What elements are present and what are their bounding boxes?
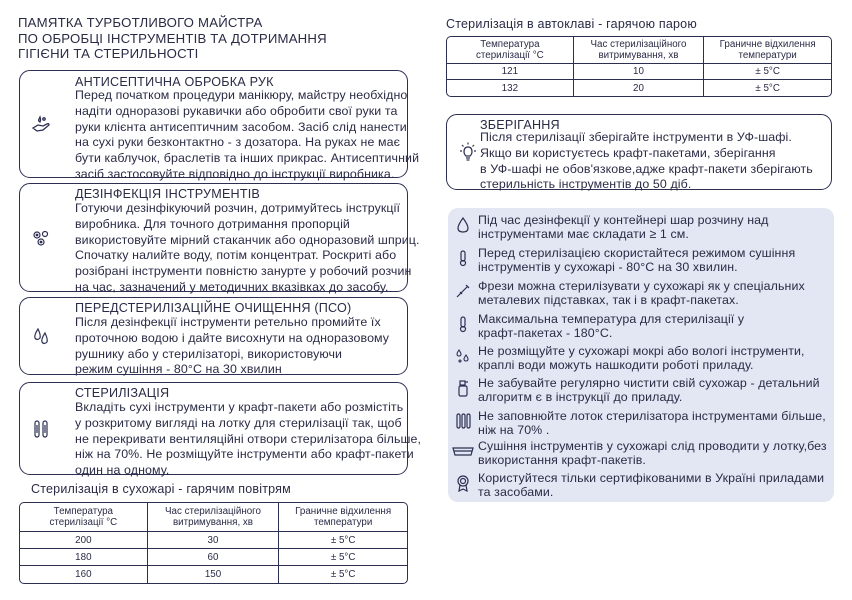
table-cell: 132 [447, 80, 574, 96]
card-line: один на одному. [75, 463, 170, 478]
table-cell: 20 [574, 80, 705, 96]
tip-line: інструментами має складати ≥ 1 см. [478, 227, 689, 242]
page-title-line: ПАМЯТКА ТУРБОТЛИВОГО МАЙСТРА [18, 15, 263, 30]
table-header-cell: Час стерилізаційного витримування, хв [574, 37, 705, 64]
drops-small-icon [454, 347, 472, 365]
tip-item [478, 344, 805, 373]
card-line: ніж на 70%. Не розміщуйте інструменти або крафт-пакети [75, 447, 414, 462]
card-line: Готуючи дезінфікуючий розчин, дотримуйтесь інструкції [75, 201, 401, 215]
table-cell: ± 5°С [330, 569, 356, 580]
card-line: стерильність інструментів до 50 діб. [480, 177, 692, 192]
table-cell: 180 [20, 549, 148, 566]
table-cell: 30 [148, 532, 280, 549]
card-pre-sterilization [19, 297, 408, 375]
card-sterilization [19, 382, 422, 478]
card-storage [446, 114, 832, 190]
tip-item [478, 439, 827, 468]
card-line: Вкладіть сухі інструменти у крафт-пакети або розмістіть [75, 400, 404, 414]
bacteria-icon [30, 227, 52, 249]
tip-line: алгоритм є в інструкції до приладу. [478, 390, 683, 405]
tip-line: Під час дезінфекції у контейнері шар розчину над [478, 213, 769, 227]
autoclave-table [446, 36, 832, 97]
tip-item [478, 409, 826, 438]
table-header-cell: Температура стерилізації °С [20, 503, 148, 532]
card-line: на час, зазначений у методичних вказівках до засобу. [75, 279, 389, 294]
card-line: на сухі руки безконтактно - з дозатора. На руках не має [75, 135, 401, 150]
tip-line: краплі води можуть нашкодити роботі приладу. [478, 358, 754, 373]
tools-small-icon [454, 412, 472, 430]
card-line: режим сушіння - 80°С на 30 хвилин [75, 362, 282, 377]
tip-item [478, 471, 824, 500]
table-cell: 160 [20, 566, 148, 583]
card-line: не перекривати вентиляційні отвори стерилізатора більше, [75, 431, 422, 446]
table-cell: ± 5°С [279, 549, 407, 566]
card-line: розібрані інструменти повністю занурте у робочий розчин [75, 264, 412, 279]
drops-icon [30, 325, 52, 347]
page-title-line: ГІГІЄНИ ТА СТЕРИЛЬНОСТІ [18, 46, 199, 61]
card-line: надіти одноразові рукавички або обробити свої руки та [75, 103, 398, 118]
tip-item [478, 246, 795, 275]
tip-line: Фрези можна стерилізувати у сухожарі як у спеціальних [478, 279, 805, 293]
tips-panel [448, 208, 834, 502]
table-row [447, 64, 831, 80]
table-cell: 10 [574, 64, 705, 80]
table-header-cell: Граничне відхилення температури [704, 37, 831, 64]
tip-line: та засобами. [478, 485, 554, 500]
table-row [447, 80, 831, 96]
table-header-cell: Температура стерилізації °С [447, 37, 574, 64]
card-line: Перед початком процедури манікюру, майстру необхідно [75, 88, 408, 102]
table-cell: 150 [148, 566, 280, 583]
card-heading: ПЕРЕДСТЕРИЛІЗАЦІЙНЕ ОЧИЩЕННЯ (ПСО) [75, 301, 352, 315]
table-row [20, 566, 407, 583]
card-line: руки клієнта антисептичним засобом. Засіб слід нанести [75, 119, 407, 134]
card-body [75, 201, 420, 296]
card-heading: ЗБЕРІГАННЯ [480, 118, 560, 132]
table-cell: 60 [148, 549, 280, 566]
page-title [18, 15, 327, 62]
tip-line: Користуйтеся тільки сертифікованими в Україні приладами [478, 471, 825, 485]
tray-icon [451, 442, 475, 460]
uv-lamp-icon [457, 141, 479, 163]
tip-line: Не заповнюйте лоток стерилізатора інструментами більше, [478, 409, 826, 423]
thermometer-icon [454, 315, 472, 333]
table-cell: 200 [20, 532, 148, 549]
card-heading: СТЕРИЛІЗАЦІЯ [75, 386, 170, 400]
dry-heat-caption: Стерилізація в сухожарі - гарячим повітрям [31, 482, 291, 496]
tip-line: Не забувайте регулярно чистити свій сухожар - детальний [478, 376, 820, 390]
tip-line: крафт-пакетах - 180°С. [478, 326, 613, 341]
card-body [480, 130, 823, 193]
card-disinfection [19, 183, 420, 294]
card-line: рушнику або у стерилізаторі, використовуючи [75, 346, 343, 361]
table-cell: 121 [447, 64, 574, 80]
table-header-row [447, 37, 831, 64]
tip-line: Перед стерилізацією скористайтеся режимом сушіння [478, 246, 796, 260]
tip-line: ніж на 70% . [478, 423, 550, 438]
tip-item [478, 376, 820, 405]
tip-line: Максимальна температура для стерилізації у [478, 312, 745, 326]
tools-icon [30, 418, 52, 440]
card-line: бути каблучок, браслетів та інших прикрас. Антисептичний [75, 151, 420, 166]
table-header-cell: Граничне відхилення температури [279, 503, 407, 532]
card-line: Якщо ви користуєтесь крафт-пакетами, зберігання [480, 145, 776, 160]
dry-heat-table [19, 502, 408, 584]
page-title-line: ПО ОБРОБЦІ ІНСТРУМЕНТІВ ТА ДОТРИМАННЯ [18, 30, 327, 46]
card-hand-antiseptic [19, 70, 420, 181]
card-line: Після стерилізації зберігайте інструменти в УФ-шафі. [480, 130, 792, 144]
tip-line: Сушіння інструментів у сухожарі слід проводити у лотку,без [478, 439, 827, 453]
table-row [20, 549, 407, 566]
card-body [75, 88, 420, 183]
water-drop-icon [454, 216, 472, 234]
tip-line: використання крафт-пакетів. [478, 453, 646, 468]
card-line: проточною водою і дайте висохнути на одноразовому [75, 330, 390, 345]
table-header-row [20, 503, 407, 532]
card-body [75, 400, 422, 479]
tip-line: Не розміщуйте у сухожарі мокрі або вологі інструменти, [478, 344, 805, 358]
table-cell: ± 5°С [279, 532, 407, 549]
spray-bottle-icon [454, 379, 472, 397]
card-body [75, 315, 399, 378]
tip-line: металевих підставках, так і в крафт-пакетах. [478, 293, 739, 308]
thermometer-icon [454, 249, 472, 267]
tip-item [478, 213, 768, 242]
certificate-icon [454, 474, 472, 492]
card-heading: АНТИСЕПТИЧНА ОБРОБКА РУК [75, 75, 274, 89]
card-heading: ДЕЗІНФЕКЦІЯ ІНСТРУМЕНТІВ [75, 187, 261, 201]
hand-antiseptic-icon [30, 113, 52, 135]
tip-line: інструментів у сухожарі - 80°С на 30 хвилин. [478, 260, 738, 275]
tip-item [478, 312, 744, 341]
drill-bit-icon [454, 282, 472, 300]
card-line: Після дезінфекції інструменти ретельно промийте їх [75, 315, 381, 329]
table-cell: ± 5°С [755, 82, 780, 94]
card-line: у розкритому вигляді на лотку для стерилізації так, щоб [75, 415, 402, 430]
card-line: виробника. Для точного дотримання пропорцій [75, 216, 350, 231]
card-line: використовуйте мірний стаканчик або одноразовий шприц. [75, 232, 420, 247]
card-line: засіб застосовуйте відповідно до інструкції виробника. [75, 166, 395, 181]
card-line: Спочатку налийте воду, потім концентрат. Роскриті або [75, 248, 397, 263]
table-header-cell: Час стерилізаційного витримування, хв [148, 503, 280, 532]
card-line: в УФ-шафі не обов'язкове,адже крафт-пакети зберігають [480, 161, 813, 176]
table-cell: ± 5°С [704, 64, 831, 80]
autoclave-caption: Стерилізація в автоклаві - гарячою парою [446, 17, 697, 31]
table-row [20, 532, 407, 549]
tip-item [478, 279, 805, 308]
